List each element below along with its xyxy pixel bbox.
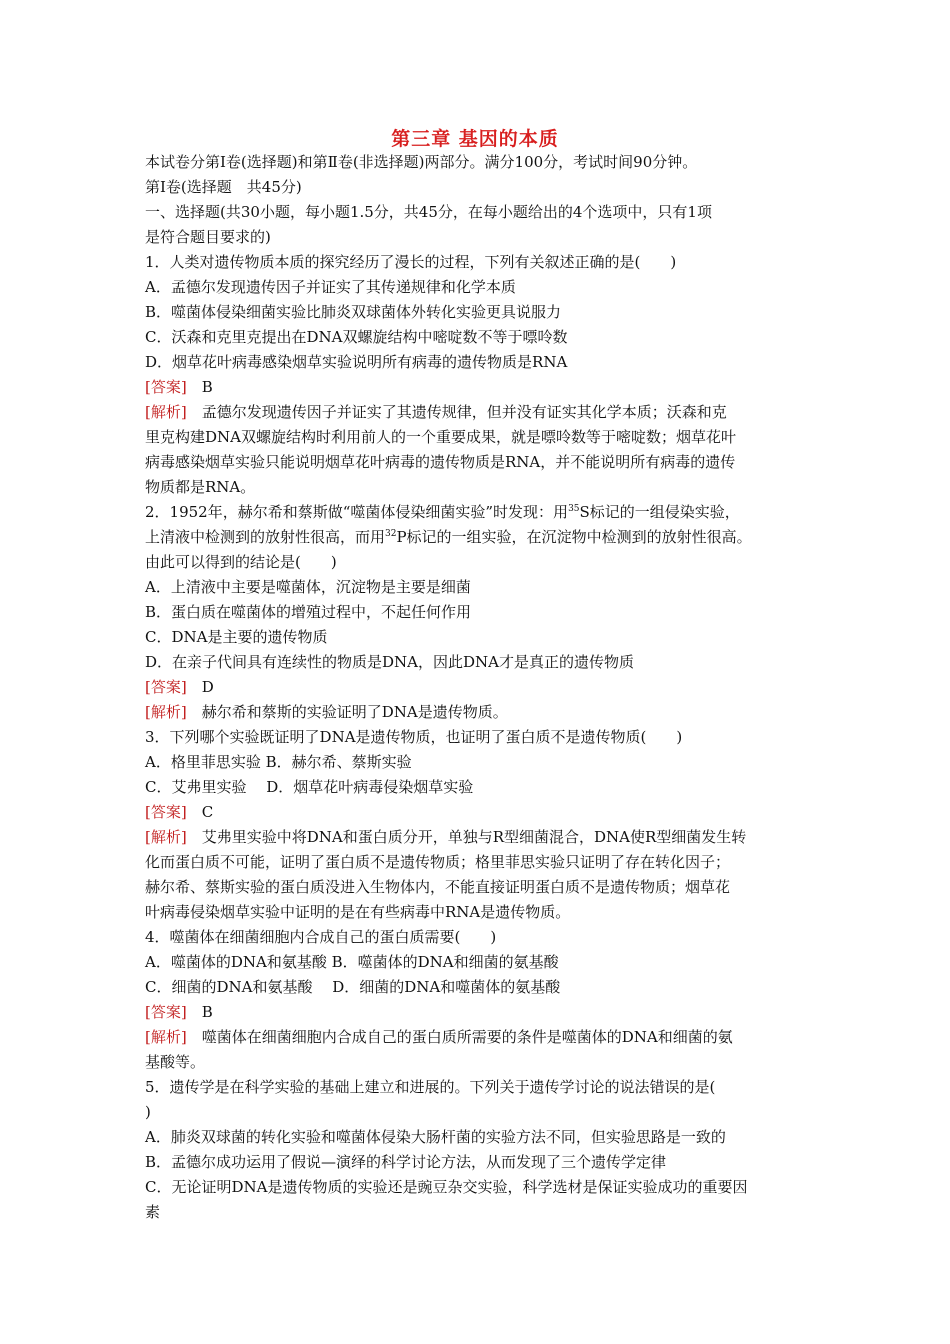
q4-analysis	[145, 1025, 815, 1050]
analysis-text: 艾弗里实验中将DNA和蛋白质分开，单独与R型细菌混合，DNA使R型细菌发生转	[186, 828, 747, 846]
exam-intro: 本试卷分第Ⅰ卷(选择题)和第Ⅱ卷(非选择题)两部分。满分100分，考试时间90分钟。	[145, 153, 698, 171]
q5-option-c-cont: 素	[145, 1203, 161, 1221]
q3-options-cd: C．艾弗里实验 D．烟草花叶病毒侵染烟草实验	[145, 778, 474, 796]
question-2-stem-cont	[145, 525, 815, 550]
question-5-stem-cont: )	[145, 1103, 151, 1121]
question-1-stem: 1．人类对遗传物质本质的探究经历了漫长的过程，下列有关叙述正确的是( )	[145, 253, 677, 271]
question-3-stem: 3．下列哪个实验既证明了DNA是遗传物质，也证明了蛋白质不是遗传物质( )	[145, 728, 683, 746]
answer-tag: [答案]	[145, 378, 187, 396]
answer-tag: [答案]	[145, 1003, 187, 1021]
q4-options-ab: A．噬菌体的DNA和氨基酸 B．噬菌体的DNA和细菌的氨基酸	[145, 953, 559, 971]
stem-text: P标记的一组实验，在沉淀物中检测到的放射性很高。	[396, 528, 752, 546]
q1-option-d: D．烟草花叶病毒感染烟草实验说明所有病毒的遗传物质是RNA	[145, 353, 568, 371]
analysis-text: 孟德尔发现遗传因子并证实了其遗传规律，但并没有证实其化学本质；沃森和克	[186, 403, 727, 421]
q4-options-cd: C．细菌的DNA和氨基酸 D．细菌的DNA和噬菌体的氨基酸	[145, 978, 561, 996]
analysis-tag: [解析]	[145, 1028, 187, 1046]
page-title: 第三章 基因的本质	[391, 128, 559, 150]
answer-value: D	[201, 678, 214, 696]
answer-tag: [答案]	[145, 678, 187, 696]
q4-analysis-cont: 基酸等。	[145, 1053, 206, 1071]
q1-option-c: C．沃森和克里克提出在DNA双螺旋结构中嘧啶数不等于嘌呤数	[145, 328, 568, 346]
question-5-stem: 5．遗传学是在科学实验的基础上建立和进展的。下列关于遗传学讨论的说法错误的是(	[145, 1078, 716, 1096]
stem-text: 2．1952年，赫尔希和蔡斯做“噬菌体侵染细菌实验”时发现：用	[145, 503, 569, 521]
instruction-line: 是符合题目要求的)	[145, 228, 271, 246]
q3-analysis-cont: 赫尔希、蔡斯实验的蛋白质没进入生物体内，不能直接证明蛋白质不是遗传物质；烟草花	[145, 878, 731, 896]
q2-analysis	[145, 700, 815, 725]
question-4-stem: 4．噬菌体在细菌细胞内合成自己的蛋白质需要( )	[145, 928, 497, 946]
q3-analysis-cont: 叶病毒侵染烟草实验中证明的是在有些病毒中RNA是遗传物质。	[145, 903, 571, 921]
q4-answer	[145, 1000, 815, 1025]
stem-text: 上清液中检测到的放射性很高，而用	[145, 528, 386, 546]
analysis-text: 噬菌体在细菌细胞内合成自己的蛋白质所需要的条件是噬菌体的DNA和细菌的氨	[186, 1028, 733, 1046]
q3-options-ab: A．格里菲思实验 B．赫尔希、蔡斯实验	[145, 753, 412, 771]
question-2-stem	[145, 500, 815, 525]
document-body	[145, 150, 815, 1225]
q3-analysis-cont: 化而蛋白质不可能，证明了蛋白质不是遗传物质；格里菲思实验只证明了存在转化因子；	[145, 853, 731, 871]
q1-answer	[145, 375, 815, 400]
analysis-tag: [解析]	[145, 403, 187, 421]
q5-option-b: B．孟德尔成功运用了假说—演绎的科学讨论方法，从而发现了三个遗传学定律	[145, 1153, 667, 1171]
answer-value: B	[201, 378, 213, 396]
q3-analysis	[145, 825, 815, 850]
analysis-tag: [解析]	[145, 828, 187, 846]
q1-analysis-cont: 病毒感染烟草实验只能说明烟草花叶病毒的遗传物质是RNA，并不能说明所有病毒的遗传	[145, 453, 736, 471]
q1-analysis-cont: 里克构建DNA双螺旋结构时利用前人的一个重要成果，就是嘌呤数等于嘧啶数；烟草花叶	[145, 428, 736, 446]
q2-option-d: D．在亲子代间具有连续性的物质是DNA，因此DNA才是真正的遗传物质	[145, 653, 634, 671]
q1-option-b: B．噬菌体侵染细菌实验比肺炎双球菌体外转化实验更具说服力	[145, 303, 562, 321]
q1-option-a: A．孟德尔发现遗传因子并证实了其传递规律和化学本质	[145, 278, 516, 296]
analysis-tag: [解析]	[145, 703, 187, 721]
isotope-mass-s: 35	[568, 504, 580, 514]
q3-answer	[145, 800, 815, 825]
q2-option-c: C．DNA是主要的遗传物质	[145, 628, 328, 646]
analysis-text: 赫尔希和蔡斯的实验证明了DNA是遗传物质。	[186, 703, 508, 721]
stem-text: S标记的一组侵染实验，	[579, 503, 740, 521]
section-heading: 第Ⅰ卷(选择题 共45分)	[145, 178, 302, 196]
q5-option-a: A．肺炎双球菌的转化实验和噬菌体侵染大肠杆菌的实验方法不同，但实验思路是一致的	[145, 1128, 726, 1146]
q1-analysis	[145, 400, 815, 425]
q1-analysis-cont: 物质都是RNA。	[145, 478, 256, 496]
answer-value: B	[201, 1003, 213, 1021]
q2-answer	[145, 675, 815, 700]
answer-tag: [答案]	[145, 803, 187, 821]
q5-option-c: C．无论证明DNA是遗传物质的实验还是豌豆杂交实验，科学选材是保证实验成功的重要因	[145, 1178, 748, 1196]
instruction-line: 一、选择题(共30小题，每小题1.5分，共45分，在每小题给出的4个选项中，只有1项	[145, 203, 712, 221]
answer-value: C	[201, 803, 214, 821]
question-2-stem-cont: 由此可以得到的结论是( )	[145, 553, 337, 571]
q2-option-b: B．蛋白质在噬菌体的增殖过程中，不起任何作用	[145, 603, 472, 621]
q2-option-a: A．上清液中主要是噬菌体，沉淀物是主要是细菌	[145, 578, 471, 596]
isotope-mass-p: 32	[385, 529, 397, 539]
